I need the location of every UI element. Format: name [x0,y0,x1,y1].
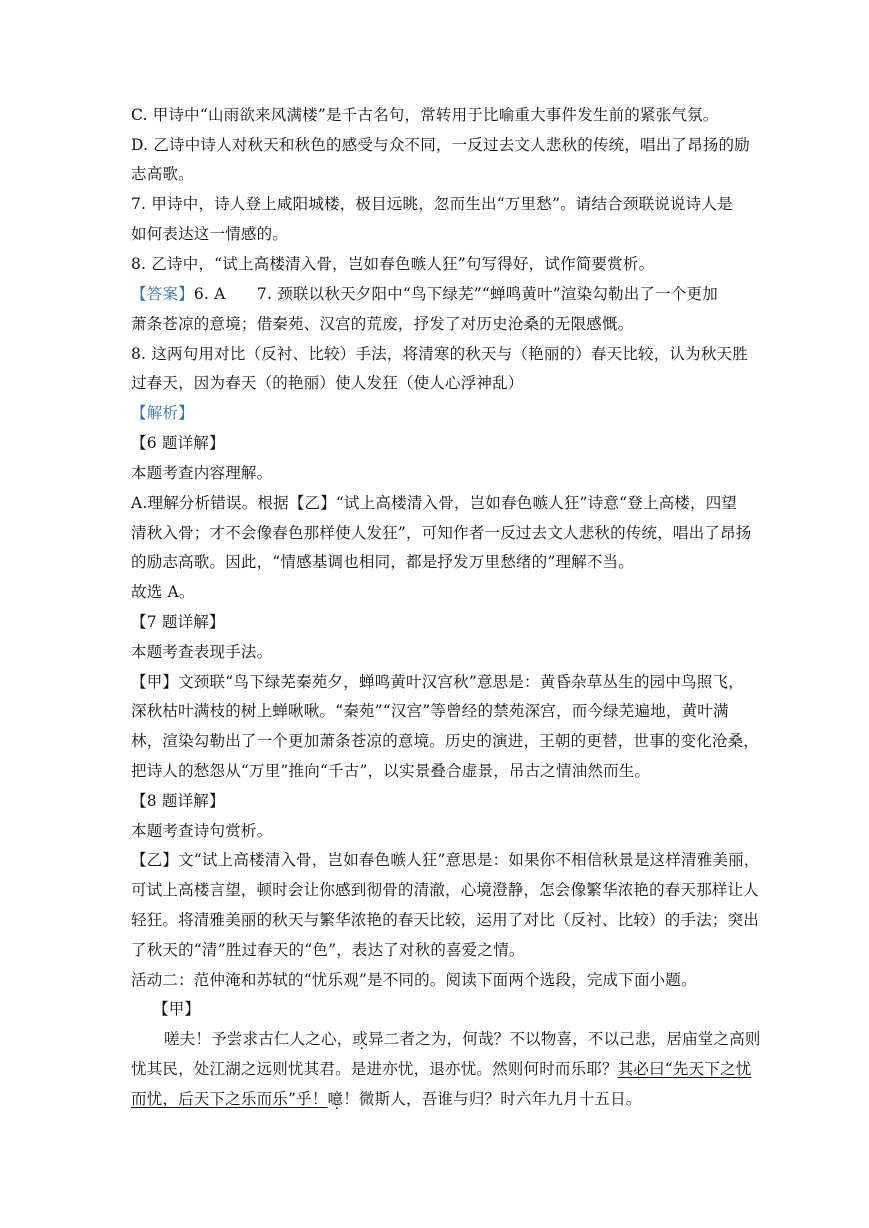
detail-7-heading: 【7 题详解】 [131,613,225,631]
detail-8-body-4: 了秋天的“清”胜过春天的“色”，表达了对秋的喜爱之情。 [131,941,525,959]
passage-text: 嗟夫！予尝求古仁人之心， [164,1030,353,1048]
dotted-char: 或 [352,1030,369,1048]
answer-8-cont: 过春天，因为春天（的艳丽）使人发狂（使人心浮神乱） [131,374,524,392]
detail-6-body-3: 的励志高歌。因此，“情感基调也相同，都是抒发万里愁绪的”理解不当。 [131,553,634,571]
underlined-sentence: 而忧，后天下之乐而乐”乎！ [131,1090,328,1108]
dotted-char: 噫 [327,1090,344,1108]
detail-6-body-2: 清秋入骨；才不会像春色那样使人发狂”，可知作者一反过去文人悲秋的传统，唱出了昂扬 [131,524,752,542]
detail-7-body-3: 林，渲染勾勒出了一个更加萧条苍凉的意境。历史的演进，王朝的更替，世事的变化沧桑， [131,732,760,750]
detail-6-heading: 【6 题详解】 [131,434,225,452]
detail-7-body-1: 【甲】文颈联“鸟下绿芜秦苑夕，蝉鸣黄叶汉宫秋”意思是：黄昏杂草丛生的园中鸟照飞， [131,673,744,691]
question-8: 8. 乙诗中，“试上高楼清入骨，岂如春色嗾人狂”句写得好，试作简要赏析。 [131,255,655,273]
detail-6-body-1: A.理解分析错误。根据【乙】“试上高楼清入骨，岂如春色嗾人狂”诗意“登上高楼，四望 [131,494,738,512]
underlined-sentence: 其必曰“先天下之忧 [617,1060,752,1078]
passage-text: 忧其民，处江湖之远则忧其君。是进亦忧，退亦忧。然则何时而乐耶？ [131,1060,618,1078]
option-c: C. 甲诗中“山雨欲来风满楼”是千古名句，常转用于比喻重大事件发生前的紧张气氛。 [131,106,719,124]
detail-7-topic: 本题考查表现手法。 [131,643,273,661]
passage-line-2 [131,1059,751,1079]
question-7-cont: 如何表达这一情感的。 [131,225,289,243]
detail-8-heading: 【8 题详解】 [131,792,225,810]
activity-2-intro: 活动二：范仲淹和苏轼的“忧乐观”是不同的。阅读下面两个选段，完成下面小题。 [131,971,697,989]
detail-7-body-4: 把诗人的愁怨从“万里”推向“千古”，以实景叠合虚景，吊古之情油然而生。 [131,762,651,780]
analysis-tag: 【解析】 [131,404,194,422]
detail-8-body-1: 【乙】文“试上高楼清入骨，岂如春色嗾人狂”意思是：如果你不相信秋景是这样清雅美丽， [131,851,760,869]
detail-8-body-2: 可试上高楼言望，顿时会让你感到彻骨的清澈，心境澄静，怎会像繁华浓艳的春天那样让人 [131,881,760,899]
detail-8-body-3: 轻狂。将清雅美丽的秋天与繁华浓艳的春天比较，运用了对比（反衬、比较）的手法；突出 [131,911,760,929]
answer-tag: 【答案】 [131,285,194,303]
passage-text: 异二者之为，何哉？不以物喜，不以己悲，居庙堂之高则 [368,1030,761,1048]
passage-text: ！微斯人，吾谁与归？时六年九月十五日。 [343,1090,642,1108]
passage-line-3 [131,1089,642,1109]
detail-6-topic: 本题考查内容理解。 [131,464,273,482]
detail-8-topic: 本题考查诗句赏析。 [131,822,273,840]
option-d-cont: 志高歌。 [131,165,194,183]
passage-line-1 [164,1029,761,1049]
passage-jia-label: 【甲】 [153,1000,201,1018]
detail-6-choice: 故选 A。 [131,583,195,601]
answer-8: 8. 这两句用对比（反衬、比较）手法，将清寒的秋天与（艳丽的）春天比较，认为秋天胜 [131,345,748,363]
option-d: D. 乙诗中诗人对秋天和秋色的感受与众不同，一反过去文人悲秋的传统，唱出了昂扬的励 [131,136,750,154]
answer-text: 6. A 7. 颈联以秋天夕阳中“鸟下绿芜”“蝉鸣黄叶”渲染勾勒出了一个更加 [193,285,718,303]
detail-7-body-2: 深秋枯叶满枝的树上蝉啾啾。“秦苑”“汉宫”等曾经的禁苑深宫，而今绿芜遍地，黄叶满 [131,702,729,720]
answer-line [131,284,718,304]
answer-cont: 萧条苍凉的意境；借秦苑、汉宫的荒废，抒发了对历史沧桑的无限感慨。 [131,315,634,333]
question-7: 7. 甲诗中，诗人登上咸阳城楼，极目远眺，忽而生出“万里愁”。请结合颈联说说诗人是 [131,195,733,213]
